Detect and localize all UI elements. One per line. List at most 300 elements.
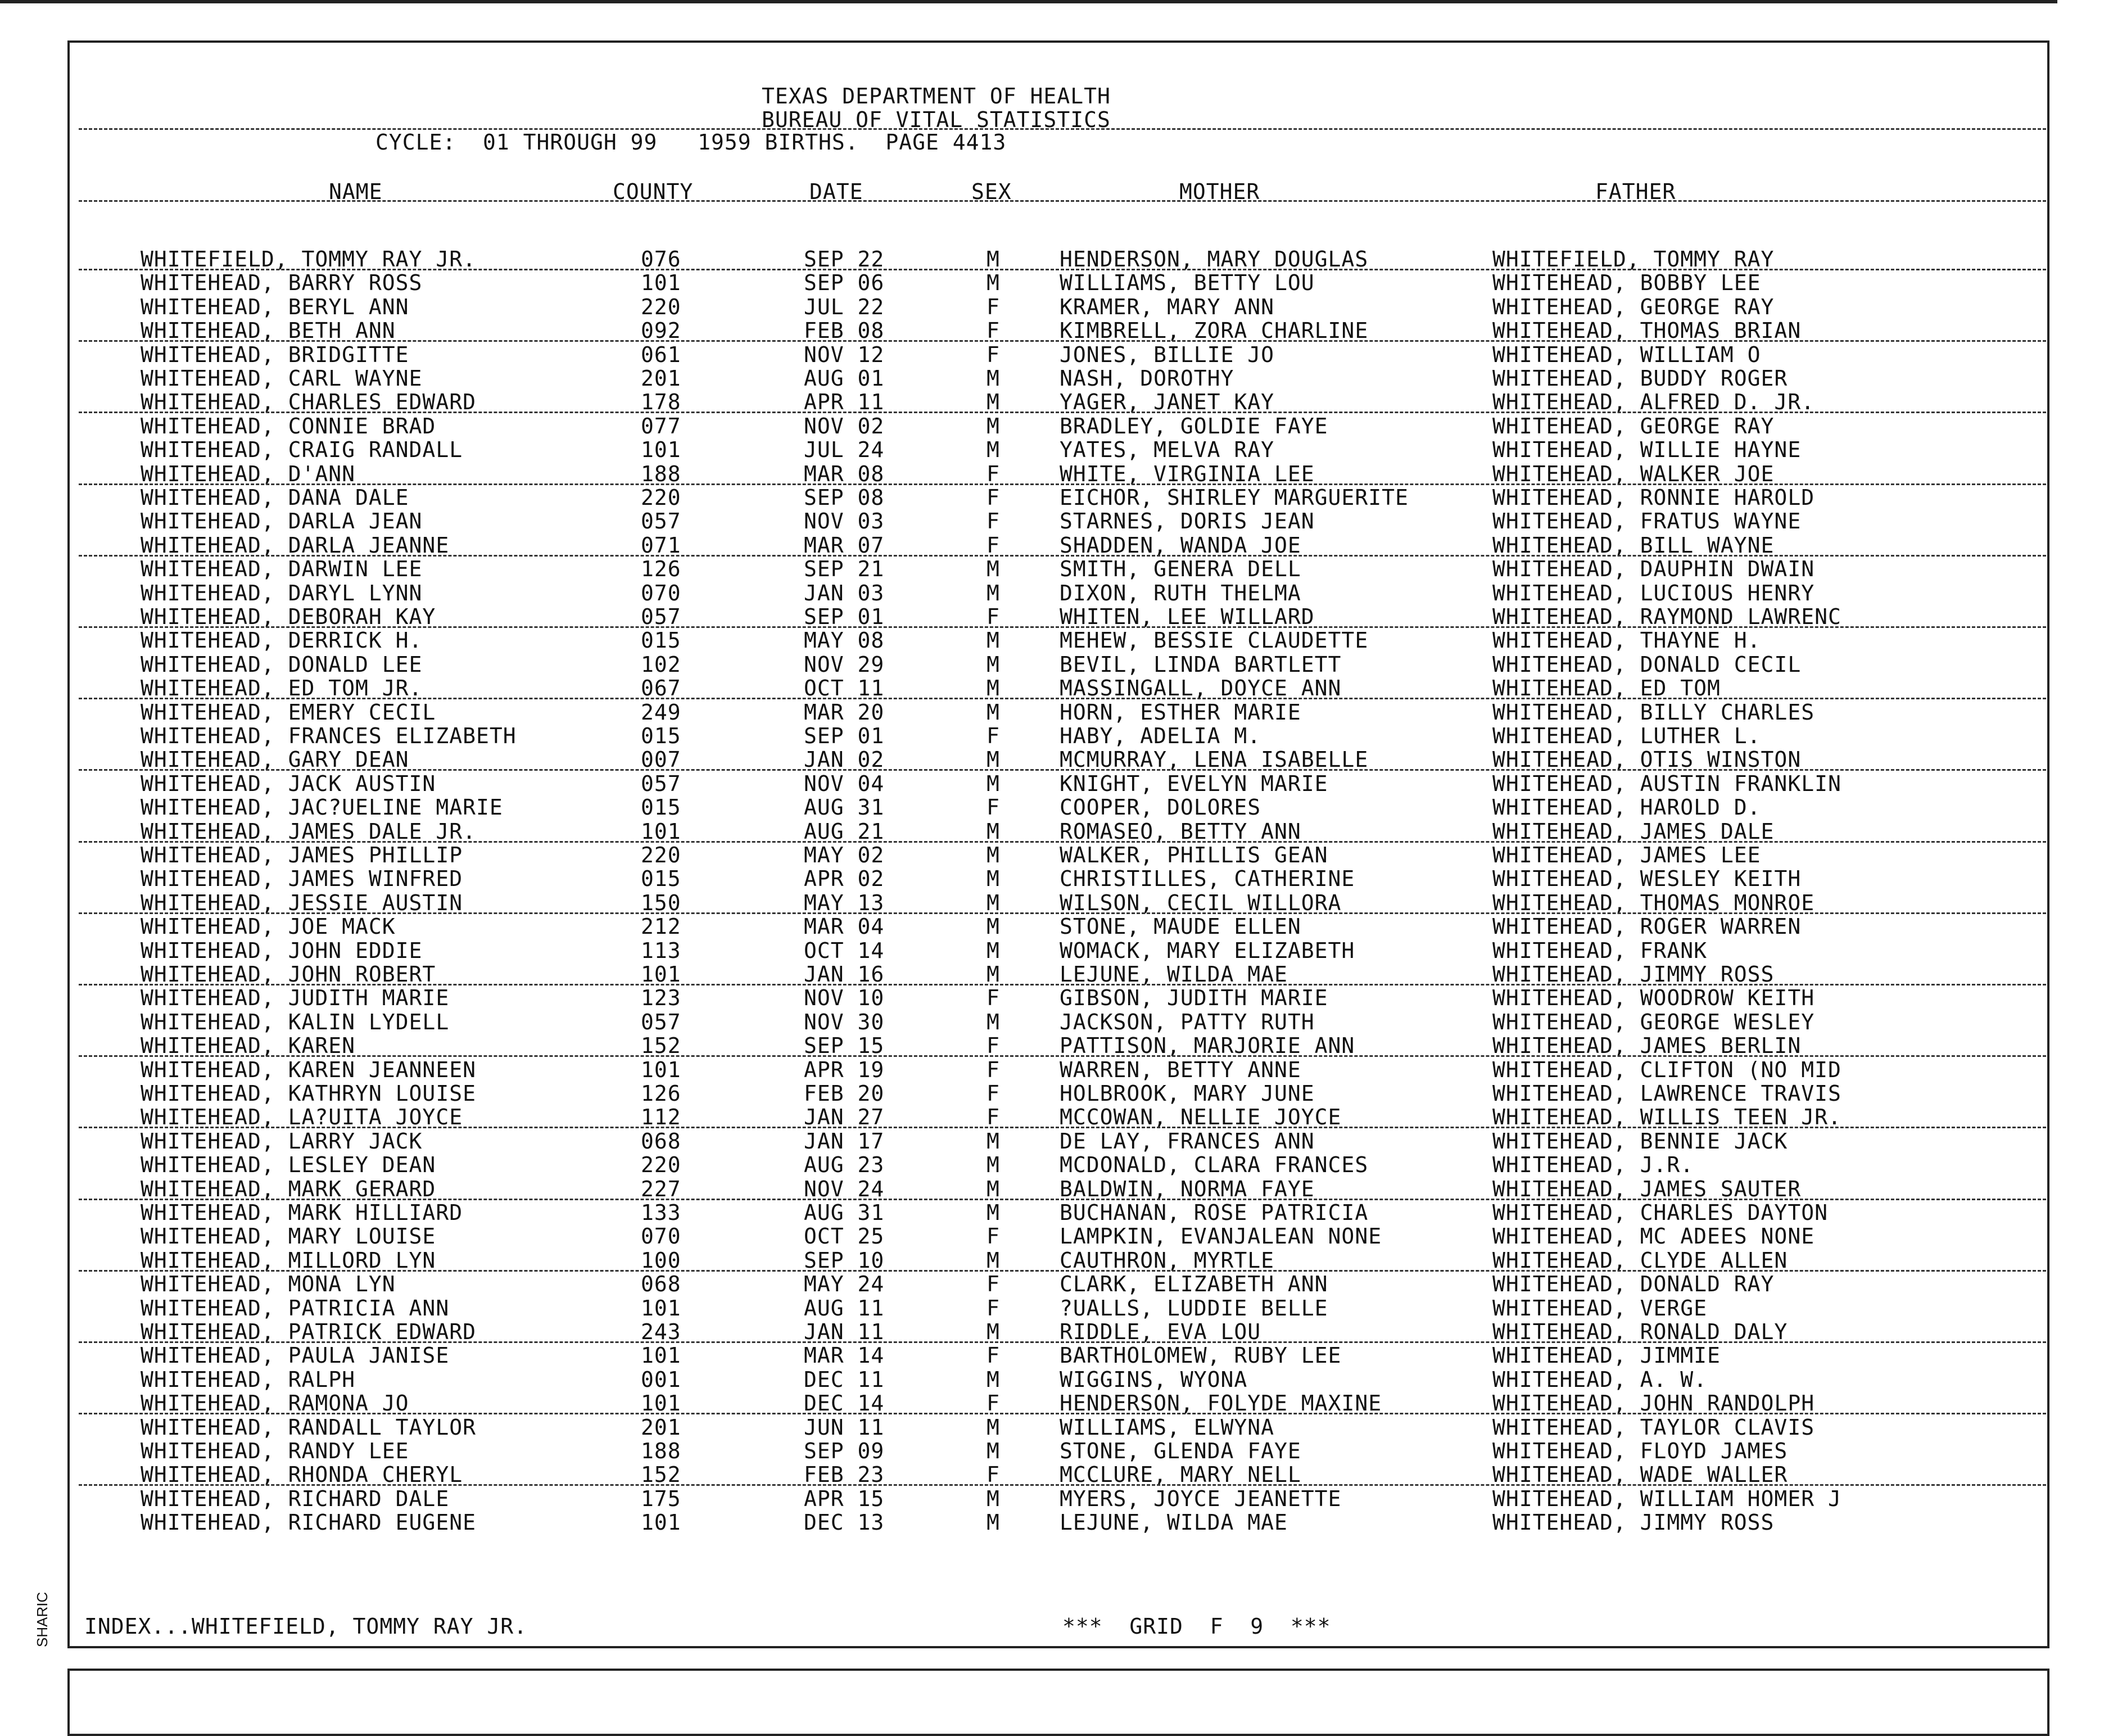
record-mother: MCCLURE, MARY NELL xyxy=(1060,1462,1301,1488)
record-name: WHITEFIELD, TOMMY RAY JR. xyxy=(141,247,476,272)
top-rule xyxy=(0,0,2057,3)
record-sex: F xyxy=(987,1081,1000,1106)
record-name: WHITEHEAD, RHONDA CHERYL xyxy=(141,1462,463,1488)
record-date: MAY 24 xyxy=(804,1272,885,1297)
record-mother: CLARK, ELIZABETH ANN xyxy=(1060,1272,1328,1297)
record-name: WHITEHEAD, JAMES WINFRED xyxy=(141,866,463,892)
record-county: 152 xyxy=(641,1462,681,1488)
record-name: WHITEHEAD, ED TOM JR. xyxy=(141,676,423,701)
record-date: OCT 11 xyxy=(804,676,885,701)
record-name: WHITEHEAD, MARK HILLIARD xyxy=(141,1200,463,1225)
record-mother: RIDDLE, EVA LOU xyxy=(1060,1319,1261,1344)
record-mother: KIMBRELL, ZORA CHARLINE xyxy=(1060,318,1369,343)
record-county: 249 xyxy=(641,699,681,725)
record-father: WHITEHEAD, ED TOM xyxy=(1492,676,1721,701)
record-name: WHITEHEAD, BETH ANN xyxy=(141,318,396,343)
column-header-date: DATE xyxy=(809,179,863,204)
record-mother: CHRISTILLES, CATHERINE xyxy=(1060,866,1355,892)
record-sex: F xyxy=(987,1462,1000,1488)
record-county: 076 xyxy=(641,247,681,272)
column-header-sex: SEX xyxy=(971,179,1012,204)
record-father: WHITEHEAD, THOMAS BRIAN xyxy=(1492,318,1802,343)
record-name: WHITEHEAD, JACK AUSTIN xyxy=(141,771,436,796)
record-father: WHITEHEAD, WILLIS TEEN JR. xyxy=(1492,1105,1841,1130)
record-county: 057 xyxy=(641,509,681,534)
record-name: WHITEHEAD, RAMONA JO xyxy=(141,1391,409,1416)
record-mother: WARREN, BETTY ANNE xyxy=(1060,1057,1301,1082)
table-row xyxy=(0,867,2104,890)
record-sex: M xyxy=(987,962,1000,987)
record-sex: M xyxy=(987,819,1000,844)
table-row xyxy=(0,343,2104,367)
table-row xyxy=(0,653,2104,676)
table-row xyxy=(0,1129,2104,1153)
record-county: 220 xyxy=(641,294,681,319)
record-mother: LEJUNE, WILDA MAE xyxy=(1060,962,1288,987)
record-county: 152 xyxy=(641,1033,681,1059)
record-father: WHITEHEAD, ALFRED D. JR. xyxy=(1492,390,1815,415)
record-county: 126 xyxy=(641,557,681,582)
record-county: 112 xyxy=(641,1105,681,1130)
record-mother: MEHEW, BESSIE CLAUDETTE xyxy=(1060,628,1369,653)
record-county: 101 xyxy=(641,270,681,296)
record-sex: M xyxy=(987,580,1000,605)
table-row xyxy=(0,319,2104,342)
record-mother: LEJUNE, WILDA MAE xyxy=(1060,1510,1288,1535)
record-mother: COOPER, DOLORES xyxy=(1060,795,1261,820)
record-mother: WILSON, CECIL WILLORA xyxy=(1060,890,1342,915)
record-father: WHITEHEAD, VERGE xyxy=(1492,1295,1708,1321)
record-name: WHITEHEAD, PATRICK EDWARD xyxy=(141,1319,476,1344)
column-header-county: COUNTY xyxy=(613,179,694,204)
record-father: WHITEHEAD, CLIFTON (NO MID xyxy=(1492,1057,1841,1082)
record-county: 175 xyxy=(641,1486,681,1511)
record-mother: JACKSON, PATTY RUTH xyxy=(1060,1009,1315,1034)
record-county: 220 xyxy=(641,843,681,867)
table-row xyxy=(0,1249,2104,1272)
record-sex: M xyxy=(987,1414,1000,1440)
table-row xyxy=(0,1177,2104,1201)
record-mother: WIGGINS, WYONA xyxy=(1060,1367,1248,1392)
record-date: AUG 31 xyxy=(804,795,885,820)
record-father: WHITEHEAD, JAMES DALE xyxy=(1492,819,1775,844)
record-county: 101 xyxy=(641,819,681,844)
record-name: WHITEHEAD, BRIDGITTE xyxy=(141,342,409,367)
table-row xyxy=(0,557,2104,581)
record-father: WHITEHEAD, DONALD RAY xyxy=(1492,1272,1775,1297)
record-father: WHITEHEAD, JAMES LEE xyxy=(1492,843,1761,867)
record-sex: F xyxy=(987,604,1000,629)
record-father: WHITEHEAD, CHARLES DAYTON xyxy=(1492,1200,1828,1225)
record-sex: M xyxy=(987,247,1000,272)
table-row xyxy=(0,724,2104,748)
record-date: SEP 15 xyxy=(804,1033,885,1059)
record-father: WHITEHEAD, BILL WAYNE xyxy=(1492,532,1775,558)
record-date: AUG 23 xyxy=(804,1152,885,1178)
record-mother: CAUTHRON, MYRTLE xyxy=(1060,1247,1275,1273)
record-mother: ?UALLS, LUDDIE BELLE xyxy=(1060,1295,1328,1321)
record-father: WHITEHEAD, JIMMIE xyxy=(1492,1343,1721,1368)
column-header-rule xyxy=(79,200,2046,202)
record-sex: M xyxy=(987,366,1000,391)
record-date: APR 02 xyxy=(804,866,885,892)
record-sex: M xyxy=(987,938,1000,963)
table-row xyxy=(0,676,2104,700)
record-name: WHITEHEAD, RICHARD EUGENE xyxy=(141,1510,476,1535)
record-sex: M xyxy=(987,676,1000,701)
record-sex: F xyxy=(987,294,1000,319)
record-county: 113 xyxy=(641,938,681,963)
record-date: MAR 14 xyxy=(804,1343,885,1368)
table-row xyxy=(0,462,2104,486)
record-name: WHITEHEAD, KAREN JEANNEEN xyxy=(141,1057,476,1082)
table-row xyxy=(0,986,2104,1010)
table-row xyxy=(0,748,2104,771)
table-row xyxy=(0,1439,2104,1463)
record-name: WHITEHEAD, KAREN xyxy=(141,1033,356,1059)
index-footer: INDEX...WHITEFIELD, TOMMY RAY JR. xyxy=(84,1614,527,1639)
record-sex: M xyxy=(987,1200,1000,1225)
record-mother: YATES, MELVA RAY xyxy=(1060,437,1275,463)
record-father: WHITEHEAD, BILLY CHARLES xyxy=(1492,699,1815,725)
record-mother: BARTHOLOMEW, RUBY LEE xyxy=(1060,1343,1342,1368)
record-father: WHITEHEAD, WESLEY KEITH xyxy=(1492,866,1802,892)
record-name: WHITEHEAD, BARRY ROSS xyxy=(141,270,423,296)
record-sex: M xyxy=(987,747,1000,772)
record-name: WHITEHEAD, JAC?UELINE MARIE xyxy=(141,795,503,820)
record-father: WHITEHEAD, JIMMY ROSS xyxy=(1492,962,1775,987)
record-sex: M xyxy=(987,1009,1000,1034)
record-name: WHITEHEAD, DARYL LYNN xyxy=(141,580,423,605)
record-mother: MCMURRAY, LENA ISABELLE xyxy=(1060,747,1369,772)
table-row xyxy=(0,915,2104,938)
table-row xyxy=(0,1511,2104,1534)
record-father: WHITEHEAD, WALKER JOE xyxy=(1492,461,1775,486)
record-sex: F xyxy=(987,532,1000,558)
record-sex: F xyxy=(987,1343,1000,1368)
record-sex: F xyxy=(987,318,1000,343)
record-father: WHITEHEAD, TAYLOR CLAVIS xyxy=(1492,1414,1815,1440)
record-date: NOV 04 xyxy=(804,771,885,796)
record-mother: BRADLEY, GOLDIE FAYE xyxy=(1060,413,1328,438)
record-date: JAN 16 xyxy=(804,962,885,987)
table-row xyxy=(0,390,2104,414)
record-county: 001 xyxy=(641,1367,681,1392)
record-mother: HENDERSON, FOLYDE MAXINE xyxy=(1060,1391,1382,1416)
record-name: WHITEHEAD, MARY LOUISE xyxy=(141,1224,436,1249)
record-name: WHITEHEAD, JAMES PHILLIP xyxy=(141,843,463,867)
record-county: 101 xyxy=(641,1343,681,1368)
table-row xyxy=(0,367,2104,390)
column-header-father: FATHER xyxy=(1595,179,1676,204)
record-sex: M xyxy=(987,1367,1000,1392)
record-sex: M xyxy=(987,1510,1000,1535)
table-row xyxy=(0,1224,2104,1248)
record-date: AUG 31 xyxy=(804,1200,885,1225)
record-sex: M xyxy=(987,699,1000,725)
department-title: TEXAS DEPARTMENT OF HEALTH xyxy=(762,84,1111,108)
record-mother: BALDWIN, NORMA FAYE xyxy=(1060,1176,1315,1201)
record-county: 188 xyxy=(641,1439,681,1463)
grid-footer: *** GRID F 9 *** xyxy=(1062,1614,1331,1639)
record-mother: PATTISON, MARJORIE ANN xyxy=(1060,1033,1355,1059)
record-county: 212 xyxy=(641,914,681,939)
record-county: 188 xyxy=(641,461,681,486)
record-mother: KRAMER, MARY ANN xyxy=(1060,294,1275,319)
record-mother: LAMPKIN, EVANJALEAN NONE xyxy=(1060,1224,1382,1249)
table-row xyxy=(0,1487,2104,1511)
record-date: SEP 22 xyxy=(804,247,885,272)
record-father: WHITEHEAD, FRANK xyxy=(1492,938,1708,963)
record-sex: F xyxy=(987,1224,1000,1249)
record-date: SEP 10 xyxy=(804,1247,885,1273)
record-name: WHITEHEAD, MONA LYN xyxy=(141,1272,396,1297)
record-mother: HOLBROOK, MARY JUNE xyxy=(1060,1081,1315,1106)
record-county: 101 xyxy=(641,437,681,463)
record-sex: M xyxy=(987,1319,1000,1344)
record-sex: M xyxy=(987,437,1000,463)
record-date: MAR 07 xyxy=(804,532,885,558)
record-county: 015 xyxy=(641,866,681,892)
table-row xyxy=(0,820,2104,843)
record-county: 100 xyxy=(641,1247,681,1273)
record-name: WHITEHEAD, LARRY JACK xyxy=(141,1128,423,1154)
record-county: 150 xyxy=(641,890,681,915)
table-row xyxy=(0,1416,2104,1439)
record-date: OCT 25 xyxy=(804,1224,885,1249)
record-mother: HENDERSON, MARY DOUGLAS xyxy=(1060,247,1369,272)
record-name: WHITEHEAD, CONNIE BRAD xyxy=(141,413,436,438)
record-name: WHITEHEAD, MILLORD LYN xyxy=(141,1247,436,1273)
record-sex: F xyxy=(987,1033,1000,1059)
record-name: WHITEHEAD, RANDALL TAYLOR xyxy=(141,1414,476,1440)
record-mother: STARNES, DORIS JEAN xyxy=(1060,509,1315,534)
column-header-mother: MOTHER xyxy=(1179,179,1260,204)
record-father: WHITEHEAD, WOODROW KEITH xyxy=(1492,985,1815,1011)
record-date: JUL 24 xyxy=(804,437,885,463)
table-row xyxy=(0,629,2104,652)
record-county: 178 xyxy=(641,390,681,415)
record-date: NOV 12 xyxy=(804,342,885,367)
record-father: WHITEHEAD, DAUPHIN DWAIN xyxy=(1492,557,1815,582)
table-row xyxy=(0,486,2104,509)
record-date: NOV 10 xyxy=(804,985,885,1011)
record-county: 015 xyxy=(641,628,681,653)
record-county: 007 xyxy=(641,747,681,772)
record-name: WHITEHEAD, CRAIG RANDALL xyxy=(141,437,463,463)
next-page-frame xyxy=(67,1669,2049,1736)
record-mother: WHITE, VIRGINIA LEE xyxy=(1060,461,1315,486)
table-row xyxy=(0,939,2104,962)
table-row xyxy=(0,700,2104,724)
record-mother: HORN, ESTHER MARIE xyxy=(1060,699,1301,725)
record-father: WHITEHEAD, OTIS WINSTON xyxy=(1492,747,1802,772)
record-sex: M xyxy=(987,413,1000,438)
record-date: MAY 08 xyxy=(804,628,885,653)
record-name: WHITEHEAD, PATRICIA ANN xyxy=(141,1295,450,1321)
record-name: WHITEHEAD, DARWIN LEE xyxy=(141,557,423,582)
record-date: NOV 29 xyxy=(804,652,885,677)
record-father: WHITEHEAD, FLOYD JAMES xyxy=(1492,1439,1788,1463)
record-date: MAR 08 xyxy=(804,461,885,486)
record-county: 015 xyxy=(641,724,681,748)
table-row xyxy=(0,1368,2104,1391)
table-row xyxy=(0,1272,2104,1296)
record-name: WHITEHEAD, CHARLES EDWARD xyxy=(141,390,476,415)
record-sex: F xyxy=(987,795,1000,820)
record-mother: ROMASEO, BETTY ANN xyxy=(1060,819,1301,844)
record-date: JAN 03 xyxy=(804,580,885,605)
record-name: WHITEHEAD, GARY DEAN xyxy=(141,747,409,772)
record-father: WHITEHEAD, THAYNE H. xyxy=(1492,628,1761,653)
record-father: WHITEHEAD, RAYMOND LAWRENC xyxy=(1492,604,1841,629)
record-sex: M xyxy=(987,628,1000,653)
record-name: WHITEHEAD, CARL WAYNE xyxy=(141,366,423,391)
record-date: JAN 11 xyxy=(804,1319,885,1344)
record-date: SEP 01 xyxy=(804,724,885,748)
record-date: MAR 04 xyxy=(804,914,885,939)
record-date: NOV 02 xyxy=(804,413,885,438)
table-row xyxy=(0,1105,2104,1129)
record-county: 220 xyxy=(641,1152,681,1178)
record-father: WHITEHEAD, A. W. xyxy=(1492,1367,1708,1392)
record-county: 101 xyxy=(641,1057,681,1082)
record-county: 057 xyxy=(641,1009,681,1034)
table-row xyxy=(0,1296,2104,1320)
record-county: 101 xyxy=(641,1510,681,1535)
table-row xyxy=(0,438,2104,462)
record-sex: F xyxy=(987,985,1000,1011)
record-date: APR 11 xyxy=(804,390,885,415)
record-sex: M xyxy=(987,557,1000,582)
record-sex: M xyxy=(987,1247,1000,1273)
record-county: 126 xyxy=(641,1081,681,1106)
record-date: APR 19 xyxy=(804,1057,885,1082)
record-county: 068 xyxy=(641,1128,681,1154)
table-row xyxy=(0,843,2104,867)
record-date: JAN 27 xyxy=(804,1105,885,1130)
record-date: MAR 20 xyxy=(804,699,885,725)
record-date: DEC 13 xyxy=(804,1510,885,1535)
record-date: AUG 21 xyxy=(804,819,885,844)
record-name: WHITEHEAD, EMERY CECIL xyxy=(141,699,436,725)
record-county: 057 xyxy=(641,771,681,796)
record-county: 227 xyxy=(641,1176,681,1201)
table-row xyxy=(0,605,2104,629)
table-row xyxy=(0,581,2104,605)
table-row xyxy=(0,295,2104,319)
table-row xyxy=(0,1463,2104,1486)
record-date: SEP 21 xyxy=(804,557,885,582)
record-sex: M xyxy=(987,1176,1000,1201)
record-name: WHITEHEAD, D'ANN xyxy=(141,461,356,486)
record-mother: JONES, BILLIE JO xyxy=(1060,342,1275,367)
record-mother: BEVIL, LINDA BARTLETT xyxy=(1060,652,1342,677)
record-father: WHITEHEAD, CLYDE ALLEN xyxy=(1492,1247,1788,1273)
record-sex: M xyxy=(987,843,1000,867)
record-date: APR 15 xyxy=(804,1486,885,1511)
record-father: WHITEHEAD, GEORGE RAY xyxy=(1492,294,1775,319)
record-date: SEP 09 xyxy=(804,1439,885,1463)
record-sex: M xyxy=(987,914,1000,939)
header-rule xyxy=(79,128,2046,130)
table-row xyxy=(0,891,2104,915)
record-mother: EICHOR, SHIRLEY MARGUERITE xyxy=(1060,485,1409,510)
record-father: WHITEHEAD, WILLIAM O xyxy=(1492,342,1761,367)
record-sex: F xyxy=(987,1057,1000,1082)
record-mother: SMITH, GENERA DELL xyxy=(1060,557,1301,582)
record-father: WHITEHEAD, FRATUS WAYNE xyxy=(1492,509,1802,534)
record-sex: F xyxy=(987,724,1000,748)
record-county: 243 xyxy=(641,1319,681,1344)
record-father: WHITEHEAD, AUSTIN FRANKLIN xyxy=(1492,771,1841,796)
table-row xyxy=(0,247,2104,271)
table-row xyxy=(0,795,2104,819)
record-name: WHITEHEAD, KATHRYN LOUISE xyxy=(141,1081,476,1106)
record-sex: M xyxy=(987,1128,1000,1154)
record-father: WHITEHEAD, BUDDY ROGER xyxy=(1492,366,1788,391)
record-name: WHITEHEAD, DEBORAH KAY xyxy=(141,604,436,629)
table-row xyxy=(0,1058,2104,1082)
record-father: WHITEHEAD, GEORGE RAY xyxy=(1492,413,1775,438)
record-mother: MCCOWAN, NELLIE JOYCE xyxy=(1060,1105,1342,1130)
record-sex: F xyxy=(987,509,1000,534)
record-mother: YAGER, JANET KAY xyxy=(1060,390,1275,415)
record-name: WHITEHEAD, RICHARD DALE xyxy=(141,1486,450,1511)
table-row xyxy=(0,962,2104,986)
record-county: 070 xyxy=(641,580,681,605)
record-county: 201 xyxy=(641,1414,681,1440)
record-name: WHITEHEAD, LA?UITA JOYCE xyxy=(141,1105,463,1130)
record-county: 101 xyxy=(641,1295,681,1321)
record-mother: WALKER, PHILLIS GEAN xyxy=(1060,843,1328,867)
bureau-title: BUREAU OF VITAL STATISTICS xyxy=(762,107,1111,132)
record-county: 102 xyxy=(641,652,681,677)
record-mother: STONE, GLENDA FAYE xyxy=(1060,1439,1301,1463)
column-header-name: NAME xyxy=(329,179,383,204)
side-stamp: SHARIC xyxy=(34,1592,51,1647)
record-name: WHITEHEAD, DANA DALE xyxy=(141,485,409,510)
record-mother: MASSINGALL, DOYCE ANN xyxy=(1060,676,1342,701)
record-father: WHITEHEAD, JIMMY ROSS xyxy=(1492,1510,1775,1535)
record-name: WHITEHEAD, DARLA JEANNE xyxy=(141,532,450,558)
record-sex: M xyxy=(987,1486,1000,1511)
table-row xyxy=(0,1010,2104,1034)
record-mother: NASH, DOROTHY xyxy=(1060,366,1234,391)
record-date: SEP 01 xyxy=(804,604,885,629)
record-date: JAN 02 xyxy=(804,747,885,772)
record-date: DEC 14 xyxy=(804,1391,885,1416)
record-father: WHITEHEAD, RONALD DALY xyxy=(1492,1319,1788,1344)
record-name: WHITEHEAD, MARK GERARD xyxy=(141,1176,436,1201)
table-row xyxy=(0,271,2104,295)
record-father: WHITEHEAD, JOHN RANDOLPH xyxy=(1492,1391,1815,1416)
table-row xyxy=(0,1153,2104,1177)
record-mother: HABY, ADELIA M. xyxy=(1060,724,1261,748)
record-county: 071 xyxy=(641,532,681,558)
record-father: WHITEHEAD, JAMES BERLIN xyxy=(1492,1033,1802,1059)
record-father: WHITEHEAD, WILLIAM HOMER J xyxy=(1492,1486,1841,1511)
record-county: 220 xyxy=(641,485,681,510)
record-date: JUL 22 xyxy=(804,294,885,319)
record-date: JUN 11 xyxy=(804,1414,885,1440)
record-name: WHITEHEAD, DARLA JEAN xyxy=(141,509,423,534)
record-father: WHITEHEAD, ROGER WARREN xyxy=(1492,914,1802,939)
record-mother: KNIGHT, EVELYN MARIE xyxy=(1060,771,1328,796)
record-date: SEP 08 xyxy=(804,485,885,510)
record-sex: M xyxy=(987,652,1000,677)
record-county: 123 xyxy=(641,985,681,1011)
